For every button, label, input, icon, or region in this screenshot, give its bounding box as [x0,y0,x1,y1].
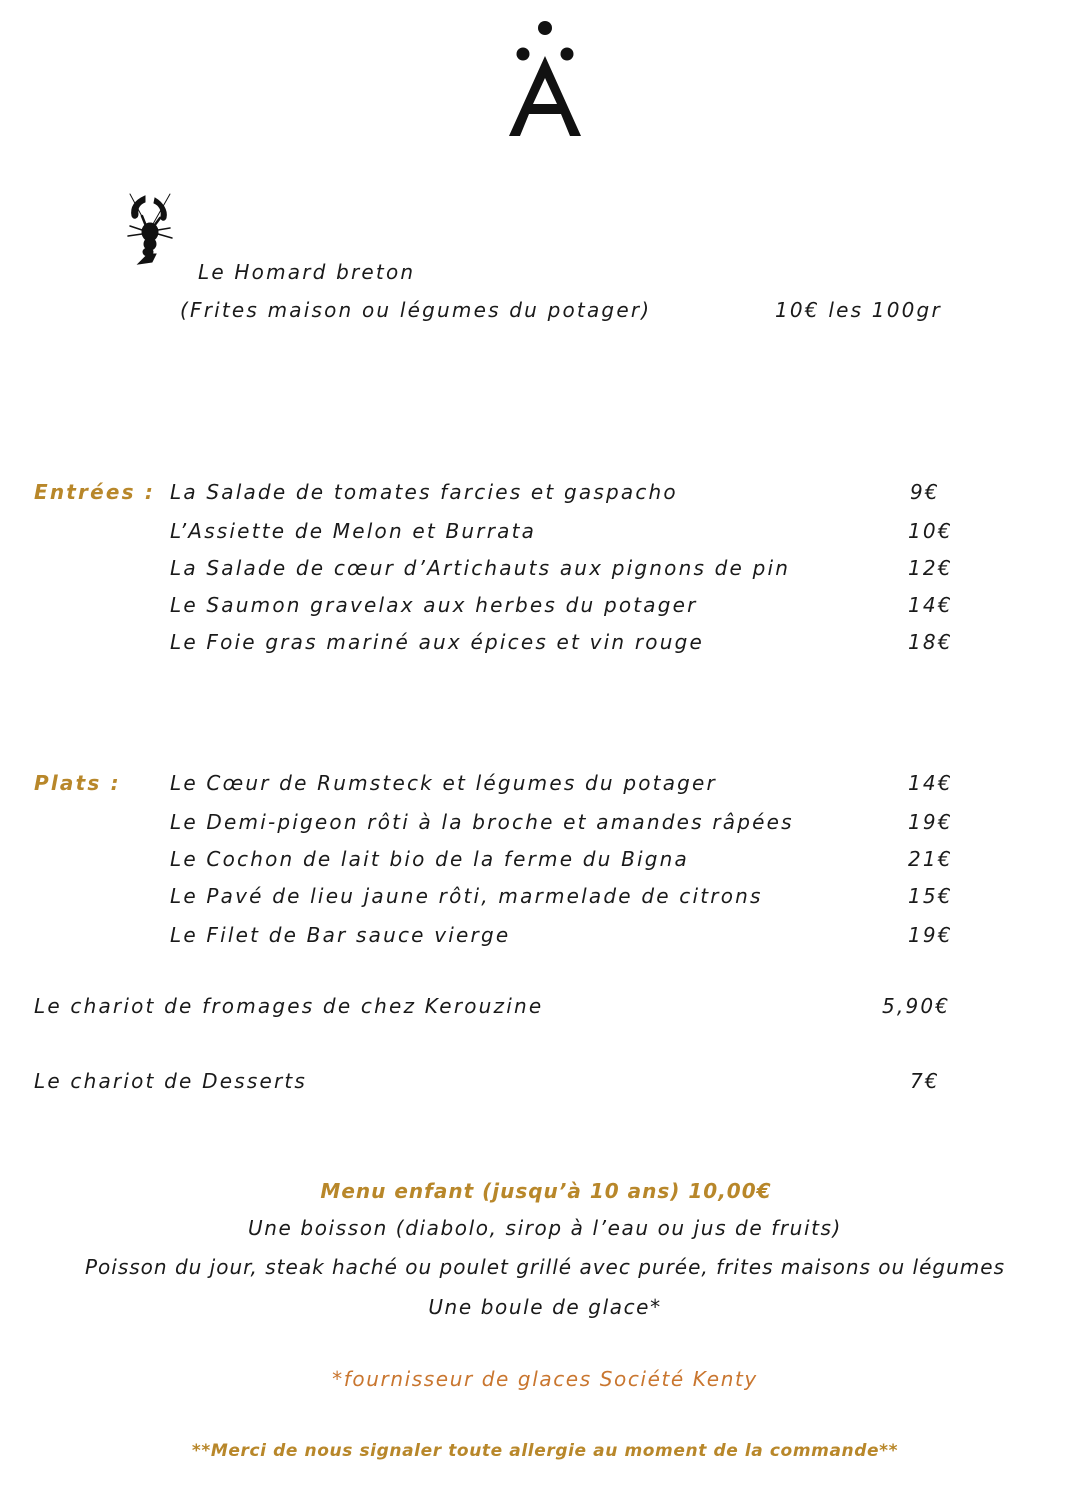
menu-item-price: 9€ [910,480,940,504]
kids-menu-title: Menu enfant (jusqu’à 10 ans) 10,00€ [320,1179,772,1203]
menu-item-price: 14€ [908,771,953,795]
allergy-note: **Merci de nous signaler toute allergie au moment de la commande** [191,1441,899,1461]
kids-menu-line: Poisson du jour, steak haché ou poulet grillé avec purée, frites maisons ou légumes [84,1255,1005,1279]
menu-item-price: 14€ [908,593,953,617]
menu-item-price: 18€ [908,630,953,654]
section-label-plats: Plats : [34,771,121,795]
menu-item-name: Le Demi-pigeon rôti à la broche et amandes râpées [170,810,794,834]
menu-item-name: La Salade de tomates farcies et gaspacho [170,480,678,504]
kids-menu-line: Une boule de glace* [428,1295,662,1319]
menu-item-price: 21€ [908,847,953,871]
menu-item-name: La Salade de cœur d’Artichauts aux pignons de pin [170,556,791,580]
menu-item-price: 19€ [908,923,953,947]
menu-item-name: L’Assiette de Melon et Burrata [170,519,537,543]
kids-menu-line: Une boisson (diabolo, sirop à l’eau ou jus de fruits) [248,1216,842,1240]
section-label-entrees: Entrées : [34,480,156,504]
lobster-subtitle: (Frites maison ou légumes du potager) [180,298,652,322]
menu-item-name: Le Filet de Bar sauce vierge [170,923,511,947]
menu-item-name: Le Pavé de lieu jaune rôti, marmelade de citrons [170,884,763,908]
lobster-icon [122,192,176,268]
menu-item-name: Le Saumon gravelax aux herbes du potager [170,593,698,617]
menu-item-name: Le Foie gras mariné aux épices et vin rouge [170,630,704,654]
a-umlaut-logo [505,18,585,140]
menu-item-price: 19€ [908,810,953,834]
ice-cream-supplier-note: *fournisseur de glaces Société Kenty [332,1367,758,1391]
menu-item-name: Le Cœur de Rumsteck et légumes du potager [170,771,717,795]
lobster-title: Le Homard breton [198,260,416,284]
menu-item-price: 15€ [908,884,953,908]
cheese-cart-name: Le chariot de fromages de chez Kerouzine [34,994,544,1018]
dessert-cart-name: Le chariot de Desserts [34,1069,308,1093]
menu-item-price: 12€ [908,556,953,580]
menu-item-name: Le Cochon de lait bio de la ferme du Bigna [170,847,689,871]
lobster-price: 10€ les 100gr [775,298,942,322]
menu-item-price: 10€ [908,519,953,543]
cheese-cart-price: 5,90€ [882,994,951,1018]
dessert-cart-price: 7€ [910,1069,940,1093]
